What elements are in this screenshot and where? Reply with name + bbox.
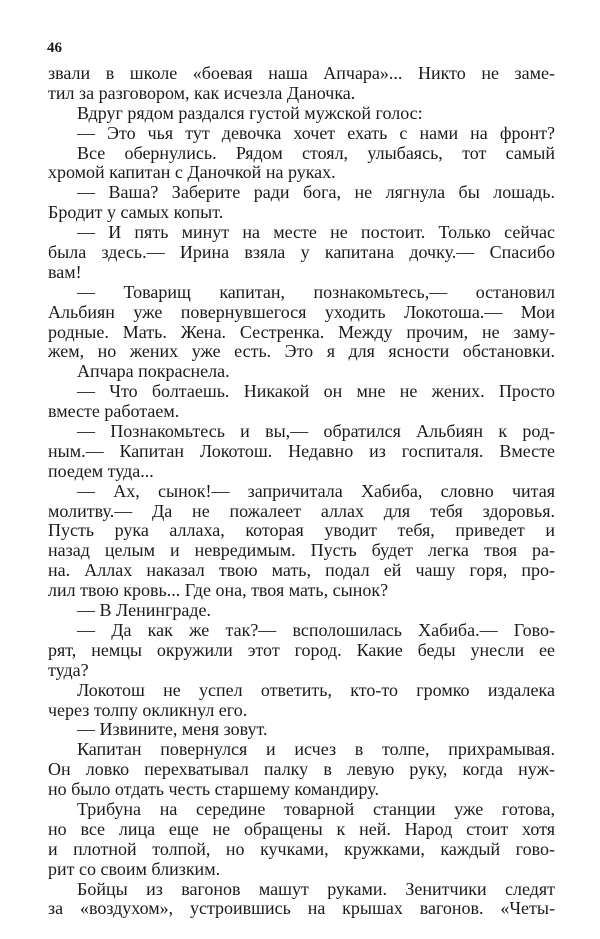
text-line: Апчара покраснела.	[77, 361, 230, 382]
text-line: Вдруг рядом раздался густой мужской голос:	[77, 102, 423, 123]
text-line: — Ах, сынок!— запричитала Хабиба, словно читая	[77, 480, 555, 501]
text-line: — Познакомьтесь и вы,— обратился Альбиян к род-	[77, 421, 555, 442]
text-line: лил твою кровь... Где она, твоя мать, сынок?	[48, 580, 389, 601]
text-line: тил за разговором, как исчезла Даночка.	[48, 82, 356, 103]
text-line: — И пять минут на месте не постоит. Только сейчас	[77, 222, 555, 243]
text-line: и плотной толпой, но кучками, кружками, каждый гово-	[48, 838, 555, 859]
text-line: Пусть рука аллаха, которая уводит тебя, приведет и	[48, 520, 555, 541]
text-line: через толпу окликнул его.	[48, 699, 248, 720]
text-line: Локотош не успел ответить, кто-то громко издалека	[77, 679, 555, 700]
text-line: молитву.— Да не пожалеет аллах для тебя здоровья.	[48, 500, 555, 521]
text-line: жем, но жених уже есть. Это я для ясности обстановки.	[48, 341, 555, 362]
text-line: хромой капитан с Даночкой на руках.	[48, 162, 336, 183]
page-body-text	[48, 64, 555, 919]
page-number: 46	[47, 40, 62, 56]
text-line: Все обернулись. Рядом стоял, улыбаясь, тот самый	[77, 142, 555, 163]
text-line: родные. Мать. Жена. Сестренка. Между прочим, не заму-	[48, 321, 555, 342]
text-line: вместе работаем.	[48, 401, 180, 422]
text-line: рят, немцы окружили этот город. Какие беды унесли ее	[48, 639, 555, 660]
text-line: ным.— Капитан Локотош. Недавно из госпиталя. Вместе	[48, 440, 555, 461]
text-line: Капитан повернулся и исчез в толпе, прихрамывая.	[77, 739, 555, 760]
text-line: — Да как же так?— всполошилась Хабиба.— Гово-	[77, 619, 555, 640]
text-line: поедем туда...	[48, 460, 154, 481]
text-line: Альбиян уже повернувшегося уходить Локотоша.— Мои	[48, 301, 555, 322]
text-line: Бродит у самых копыт.	[48, 202, 224, 223]
text-line: — Извините, меня зовут.	[77, 719, 268, 740]
text-line: назад целым и невредимым. Пусть будет легка твоя ра-	[48, 540, 555, 561]
text-line: была здесь.— Ирина взяла у капитана дочку.— Спасибо	[48, 242, 555, 263]
text-line: звали в школе «боевая наша Апчара»... Никто не заме-	[48, 63, 555, 83]
text-line: — Товарищ капитан, познакомьтесь,— остановил	[77, 281, 555, 302]
text-line: вам!	[48, 261, 82, 282]
text-line: Он ловко перехватывал палку в левую руку, когда нуж-	[48, 759, 555, 780]
text-line: но все лица еще не обращены к ней. Народ стоит хотя	[48, 818, 555, 839]
text-line: — Ваша? Заберите ради бога, не лягнула бы лошадь.	[77, 182, 555, 203]
text-line: но было отдать честь старшему командиру.	[48, 779, 380, 800]
text-line: за «воздухом», устроившись на крышах вагонов. «Четы-	[48, 898, 555, 919]
text-line: — В Ленинграде.	[77, 600, 211, 621]
text-line: — Это чья тут девочка хочет ехать с нами на фронт?	[77, 122, 555, 143]
text-line: Трибуна на середине товарной станции уже готова,	[77, 798, 555, 819]
text-line: Бойцы из вагонов машут руками. Зенитчики следят	[77, 878, 555, 899]
text-line: рит со своим близким.	[48, 858, 221, 879]
text-line: — Что болтаешь. Никакой он мне не жених. Просто	[77, 381, 555, 402]
text-line: на. Аллах наказал твою мать, подал ей чашу горя, про-	[48, 560, 555, 581]
text-line: туда?	[48, 659, 89, 680]
